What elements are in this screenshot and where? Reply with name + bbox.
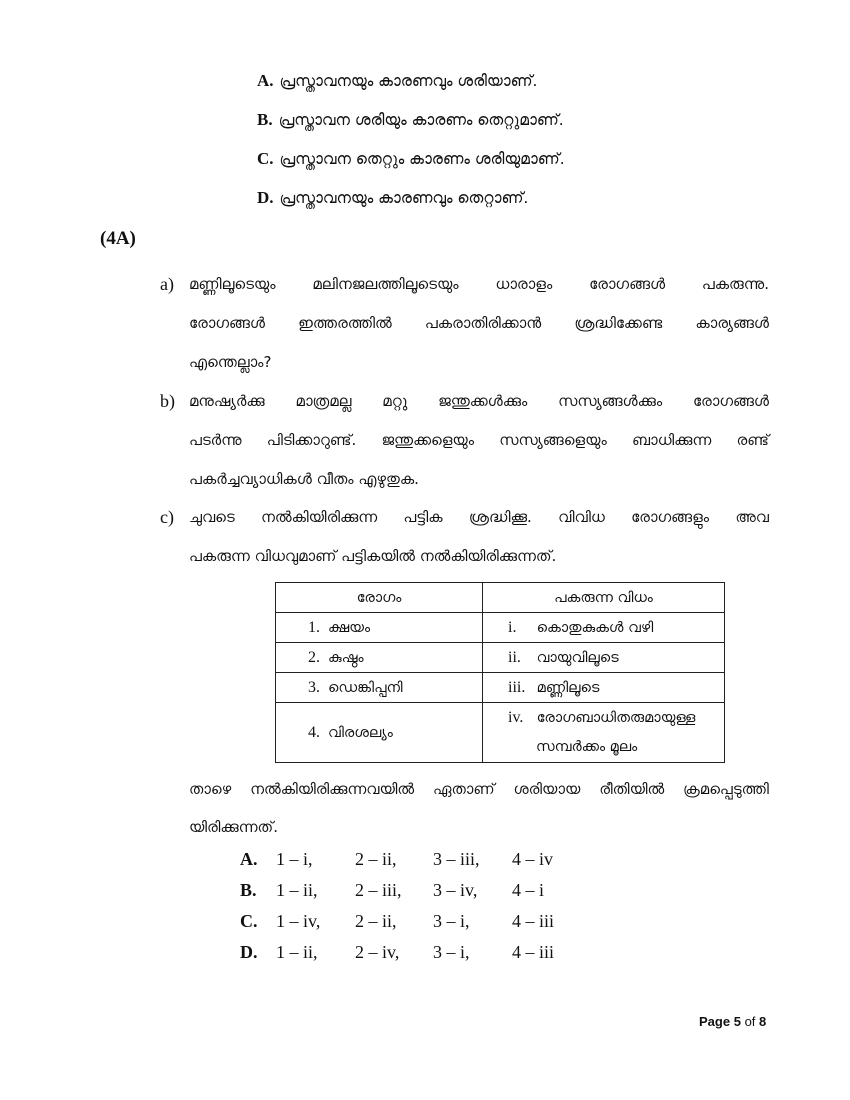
table-header-mode: പകരുന്ന വിധം [483,583,725,613]
part-b-mark: b) [160,391,175,411]
question-number: (4A) [100,228,136,249]
page-number: Page 5 of 8 [699,1014,767,1029]
option-d: D. പ്രസ്താവനയും കാരണവും തെറ്റാണ്. [257,188,529,207]
table-row: 2. കുഷ്ഠം ii. വായുവിലൂടെ [276,643,725,673]
option-c: C. പ്രസ്താവന തെറ്റും കാരണം ശരിയുമാണ്. [257,149,565,168]
part-c-text: ചുവടെ നൽകിയിരിക്കുന്ന പട്ടിക ശ്രദ്ധിക്കൂ. വിവിധ രോഗങ്ങളും അവ പകരുന്ന വിധവുമാണ് പട്ടികയിൽ നൽകിയിരിക്കുന്നത്. [189,508,769,565]
option-a: A. പ്രസ്താവനയും കാരണവും ശരിയാണ്. [257,71,538,90]
table-row: 3. ഡെങ്കിപ്പനി iii. മണ്ണിലൂടെ [276,673,725,703]
table-header-row [276,583,725,613]
table-header-disease: രോഗം [276,583,483,613]
part-a-mark: a) [160,274,174,294]
part-b-text: മനുഷ്യർക്കു മാത്രമല്ല മറ്റു ജന്തുക്കൾക്കും സസ്യങ്ങൾക്കും രോഗങ്ങൾ പടർന്നു പിടിക്കാറുണ്ട്. ജന്തുക്കളെയും സസ്യങ്ങളെയും ബാധിക്കുന്ന രണ്ട് പകർച്ചവ്യാധികൾ വീതം എഴുതുക. [189,392,769,488]
option-b: B. പ്രസ്താവന ശരിയും കാരണം തെറ്റുമാണ്. [257,110,564,129]
table-row: 4. വിരശല്യം iv. രോഗബാധിതരുമായുള്ള സമ്പർക്കം മൂലം [276,703,725,763]
disease-table [275,582,725,763]
part-a-text: മണ്ണിലൂടെയും മലിനജലത്തിലൂടെയും ധാരാളം രോഗങ്ങൾ പകരുന്നു. രോഗങ്ങൾ ഇത്തരത്തിൽ പകരാതിരിക്കാൻ ശ്രദ്ധിക്കേണ്ട കാര്യങ്ങൾ എന്തെല്ലാം? [189,275,769,371]
part-c-mark: c) [160,507,174,527]
selection-question: താഴെ നൽകിയിരിക്കുന്നവയിൽ ഏതാണ് ശരിയായ രീതിയിൽ ക്രമപ്പെടുത്തി യിരിക്കുന്നത്. [189,780,769,836]
table-row: 1. ക്ഷയം i. കൊതുകുകൾ വഴി [276,613,725,643]
